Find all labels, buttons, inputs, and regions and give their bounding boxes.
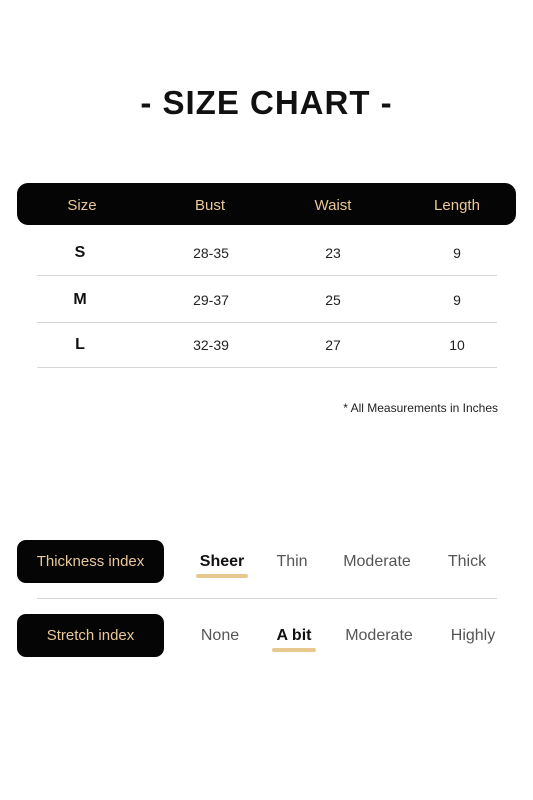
column-header-bust: Bust <box>194 197 225 214</box>
selected-underline <box>272 648 316 652</box>
thickness-index-label: Thickness index <box>17 540 164 583</box>
row-divider <box>37 275 497 276</box>
column-header-length: Length <box>434 197 480 214</box>
stretch-option-highly: Highly <box>450 627 496 644</box>
waist-cell: 25 <box>325 292 341 308</box>
size-cell: M <box>73 291 87 308</box>
selected-underline <box>196 574 248 578</box>
table-header <box>17 183 516 225</box>
length-cell: 10 <box>449 337 465 353</box>
bust-cell: 28-35 <box>193 245 229 261</box>
bust-cell: 32-39 <box>193 337 229 353</box>
section-divider <box>37 598 497 599</box>
length-cell: 9 <box>453 245 461 261</box>
stretch-index-label: Stretch index <box>17 614 164 657</box>
column-header-waist: Waist <box>314 197 352 214</box>
page-title: - SIZE CHART - <box>140 84 393 121</box>
column-header-size: Size <box>67 197 97 214</box>
size-cell: S <box>74 244 86 261</box>
stretch-option-none: None <box>200 627 240 644</box>
table-row <box>37 230 497 276</box>
waist-cell: 27 <box>325 337 341 353</box>
waist-cell: 23 <box>325 245 341 261</box>
option-label: A bit <box>276 627 312 644</box>
table-row <box>37 277 497 323</box>
thickness-option-moderate: Moderate <box>343 553 411 570</box>
thickness-option-thin: Thin <box>276 553 308 570</box>
length-cell: 9 <box>453 292 461 308</box>
measurement-note: * All Measurements in Inches <box>343 401 498 415</box>
bust-cell: 29-37 <box>193 292 229 308</box>
thickness-option-thick: Thick <box>447 553 487 570</box>
option-label: Sheer <box>199 553 245 570</box>
row-divider <box>37 367 497 368</box>
size-cell: L <box>75 336 85 353</box>
stretch-option-moderate: Moderate <box>345 627 413 644</box>
table-row <box>37 322 497 368</box>
